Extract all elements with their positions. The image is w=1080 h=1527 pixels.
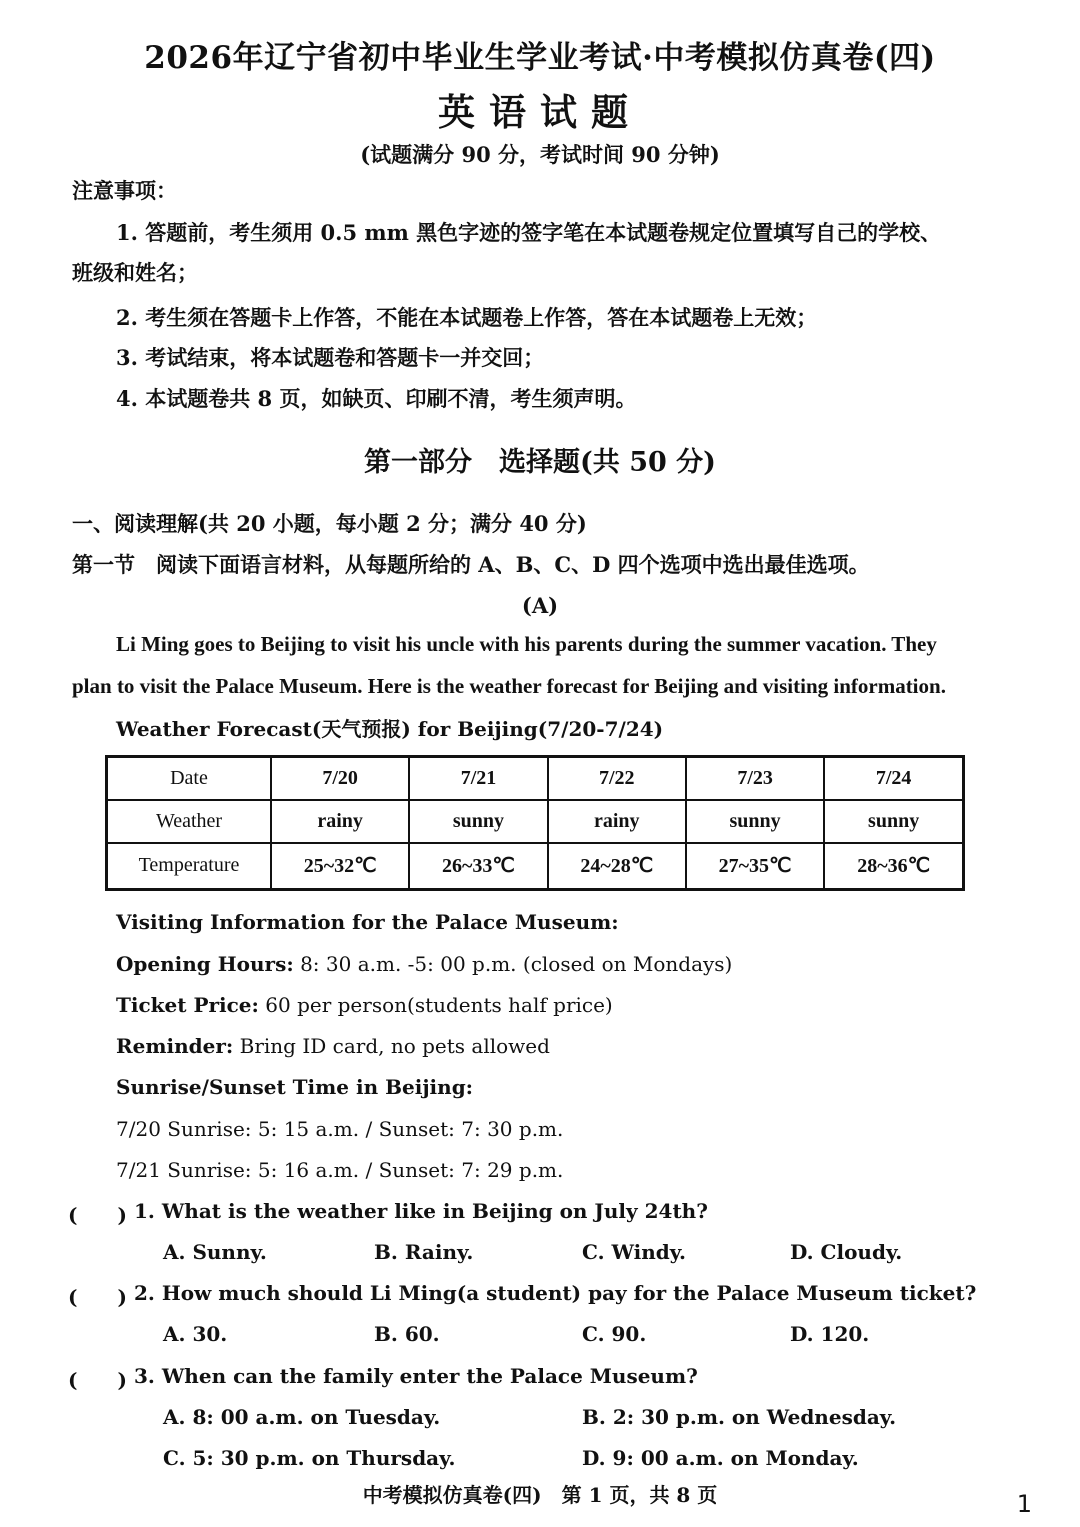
sun-times-heading: Sunrise/Sunset Time in Beijing: (116, 1075, 474, 1099)
table-cell: Temperature (107, 843, 272, 890)
reminder-value: Bring ID card, no pets allowed (233, 1034, 550, 1058)
q3-option-d: D. 9: 00 a.m. on Monday. (582, 1446, 859, 1470)
table-cell: 7/21 (409, 757, 547, 800)
reminder-label: Reminder: (116, 1034, 234, 1058)
passage-intro-line-1: Li Ming goes to Beijing to visit his uncle with his parents during the summer vacation. They (116, 632, 937, 656)
weather-forecast-table (105, 755, 965, 891)
ticket-price-value: 60 per person(students half price) (258, 993, 613, 1017)
notice-item-3: 3. 考试结束，将本试题卷和答题卡一并交回； (116, 345, 545, 370)
table-cell: 7/23 (686, 757, 824, 800)
q1-option-c: C. Windy. (582, 1240, 687, 1264)
score-time: (试题满分 90 分，考试时间 90 分钟) (360, 142, 720, 167)
sun-times-0720: 7/20 Sunrise: 5: 15 a.m. / Sunset: 7: 30 p.m. (116, 1117, 564, 1141)
table-cell: sunny (686, 800, 824, 843)
exam-title: 2026年辽宁省初中毕业生学业考试·中考模拟仿真卷(四) (144, 40, 936, 76)
ticket-price-label: Ticket Price: (116, 993, 259, 1017)
table-row (107, 843, 964, 890)
table-cell: 7/24 (824, 757, 963, 800)
q1-option-d: D. Cloudy. (790, 1240, 903, 1264)
reminder (116, 1034, 550, 1058)
part-heading: 第一部分 选择题(共 50 分) (364, 447, 716, 478)
subject-title: 英语试题 (438, 90, 642, 134)
ticket-price (116, 993, 613, 1017)
notice-heading: 注意事项： (72, 178, 177, 203)
q3-option-c: C. 5: 30 p.m. on Thursday. (163, 1446, 456, 1470)
notice-item-1-cont: 班级和姓名； (72, 260, 198, 285)
table-cell: sunny (824, 800, 963, 843)
answer-paren: ( ) (68, 1368, 127, 1392)
section-title: 一、阅读理解(共 20 小题，每小题 2 分；满分 40 分) (72, 511, 587, 536)
table-cell: sunny (409, 800, 547, 843)
question-2: 2. How much should Li Ming(a student) pay for the Palace Museum ticket? (134, 1281, 977, 1305)
forecast-title: Weather Forecast(天气预报) for Beijing(7/20-7/24) (116, 717, 664, 741)
notice-item-1: 1. 答题前，考生须用 0.5 mm 黑色字迹的签字笔在本试题卷规定位置填写自己的学校、 (116, 220, 942, 245)
q2-option-a: A. 30. (163, 1322, 228, 1346)
q1-option-a: A. Sunny. (163, 1240, 267, 1264)
question-1: 1. What is the weather like in Beijing on July 24th? (134, 1199, 708, 1223)
page-number: 1 (1016, 1490, 1032, 1518)
table-cell: Weather (107, 800, 272, 843)
table-cell: 25~32℃ (271, 843, 409, 890)
answer-paren: ( ) (68, 1285, 127, 1309)
q2-option-c: C. 90. (582, 1322, 647, 1346)
q3-option-b: B. 2: 30 p.m. on Wednesday. (582, 1405, 897, 1429)
notice-item-4: 4. 本试题卷共 8 页，如缺页、印刷不清，考生须声明。 (116, 386, 637, 411)
table-cell: 7/20 (271, 757, 409, 800)
answer-paren: ( ) (68, 1203, 127, 1227)
table-cell: 24~28℃ (548, 843, 686, 890)
opening-hours-label: Opening Hours: (116, 952, 294, 976)
sun-times-0721: 7/21 Sunrise: 5: 16 a.m. / Sunset: 7: 29 p.m. (116, 1158, 564, 1182)
q2-option-d: D. 120. (790, 1322, 870, 1346)
page-footer: 中考模拟仿真卷(四) 第 1 页，共 8 页 (362, 1483, 718, 1507)
table-cell: 27~35℃ (686, 843, 824, 890)
passage-intro-line-2: plan to visit the Palace Museum. Here is the weather forecast for Beijing and visiting information. (72, 674, 946, 698)
q2-option-b: B. 60. (374, 1322, 440, 1346)
passage-label: (A) (521, 593, 559, 618)
q1-option-b: B. Rainy. (374, 1240, 474, 1264)
notice-item-2: 2. 考生须在答题卡上作答，不能在本试题卷上作答，答在本试题卷上无效； (116, 305, 818, 330)
table-cell: Date (107, 757, 272, 800)
table-cell: rainy (548, 800, 686, 843)
table-row (107, 800, 964, 843)
table-row (107, 757, 964, 800)
opening-hours (116, 952, 732, 976)
table-cell: rainy (271, 800, 409, 843)
opening-hours-value: 8: 30 a.m. -5: 00 p.m. (closed on Mondays) (293, 952, 733, 976)
subsection-instructions: 第一节 阅读下面语言材料，从每题所给的 A、B、C、D 四个选项中选出最佳选项。 (72, 552, 870, 577)
table-cell: 7/22 (548, 757, 686, 800)
table-cell: 28~36℃ (824, 843, 963, 890)
visiting-heading: Visiting Information for the Palace Museum: (116, 910, 619, 934)
table-cell: 26~33℃ (409, 843, 547, 890)
q3-option-a: A. 8: 00 a.m. on Tuesday. (163, 1405, 441, 1429)
question-3: 3. When can the family enter the Palace Museum? (134, 1364, 698, 1388)
